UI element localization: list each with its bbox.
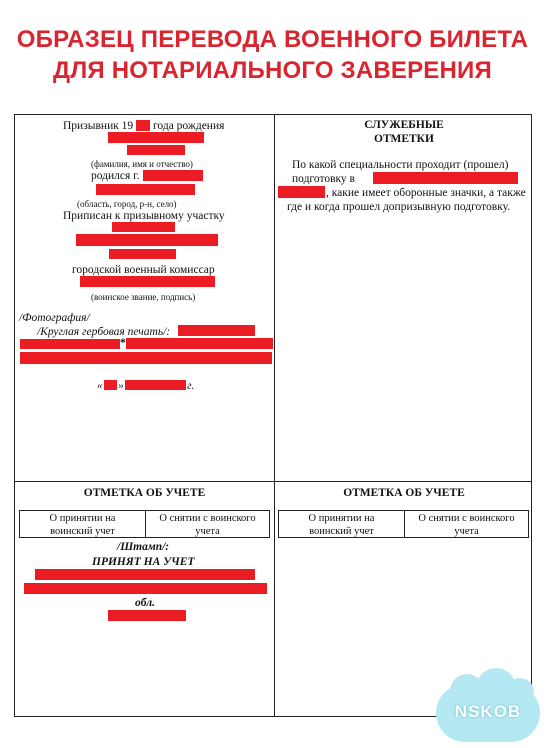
accepted-column-line-2: воинский учет xyxy=(50,526,115,537)
name-hint: (фамилия, имя и отчество) xyxy=(91,159,193,169)
redaction xyxy=(109,249,176,259)
redaction xyxy=(136,120,150,131)
removed-column-right-line-1: О снятии с воинского xyxy=(418,513,515,524)
commissar-label: городской военный комиссар xyxy=(72,264,215,276)
registration-table xyxy=(19,510,270,538)
date-close-quote: » xyxy=(118,380,124,392)
military-id-translation-form xyxy=(14,114,532,717)
redaction xyxy=(178,325,255,336)
redaction xyxy=(126,338,273,349)
watermark-text: NSKOB xyxy=(454,702,522,721)
accepted-column-right-line-1: О принятии на xyxy=(308,513,375,524)
redaction xyxy=(76,234,218,246)
birth-year-label: года рождения xyxy=(153,120,225,132)
removed-column-right-line-2: учета xyxy=(454,526,479,537)
specialty-line-3: , какие имеет оборонные значки, а также xyxy=(326,187,526,199)
registration-header-right: ОТМЕТКА ОБ УЧЕТЕ xyxy=(343,487,465,499)
registration-table-right xyxy=(278,510,529,538)
redaction xyxy=(112,222,175,232)
heading-line-2: ДЛЯ НОТАРИАЛЬНОГО ЗАВЕРЕНИЯ xyxy=(53,57,492,84)
redaction xyxy=(373,172,518,184)
removed-column-line-1: О снятии с воинского xyxy=(159,513,256,524)
specialty-line-4: где и когда прошел допризывную подготовку. xyxy=(287,201,511,213)
place-hint: (область, город, р-н, село) xyxy=(77,199,177,209)
region-suffix: обл. xyxy=(135,597,155,609)
service-notes-heading-2: ОТМЕТКИ xyxy=(374,133,434,145)
removed-column-right xyxy=(404,511,528,537)
redaction xyxy=(108,132,204,143)
photo-label: /Фотография/ xyxy=(19,312,90,324)
accepted-column-line-1: О принятии на xyxy=(49,513,116,524)
service-notes-heading-1: СЛУЖЕБНЫЕ xyxy=(364,119,444,131)
redaction xyxy=(20,339,120,349)
born-label: родился г. xyxy=(91,170,140,182)
redaction xyxy=(24,583,267,594)
registration-cell-left xyxy=(15,482,274,718)
specialty-line-1: По какой специальности проходит (прошел) xyxy=(292,159,509,171)
redaction xyxy=(125,380,186,390)
accepted-column-right xyxy=(279,511,404,537)
conscript-label: Призывник 19 xyxy=(63,120,134,132)
seal-label: /Круглая гербовая печать/: xyxy=(37,326,171,338)
removed-column xyxy=(145,511,269,537)
redaction xyxy=(108,610,186,621)
redaction xyxy=(20,352,272,364)
rank-hint: (воинское звание, подпись) xyxy=(91,292,196,302)
redaction xyxy=(80,276,215,287)
stamp-label: /Штамп/: xyxy=(117,541,170,553)
redaction xyxy=(127,145,185,155)
redaction xyxy=(104,380,117,390)
page-heading xyxy=(0,24,545,86)
seal-star: * xyxy=(120,337,126,349)
specialty-line-2: подготовку в xyxy=(292,173,355,185)
date-year-suffix: г. xyxy=(187,380,195,392)
personal-data-cell xyxy=(15,115,274,481)
accepted-label: ПРИНЯТ НА УЧЕТ xyxy=(92,556,195,568)
date-open-quote: « xyxy=(97,380,103,392)
redaction xyxy=(96,184,195,195)
redaction xyxy=(278,186,325,198)
heading-line-1: ОБРАЗЕЦ ПЕРЕВОДА ВОЕННОГО БИЛЕТА xyxy=(16,26,529,53)
registration-header: ОТМЕТКА ОБ УЧЕТЕ xyxy=(83,487,206,499)
assigned-label: Приписан к призывному участку xyxy=(63,210,225,222)
redaction xyxy=(35,569,255,580)
accepted-column-right-line-2: воинский учет xyxy=(309,526,374,537)
service-notes-cell xyxy=(275,115,533,481)
removed-column-line-2: учета xyxy=(195,526,220,537)
accepted-column xyxy=(20,511,145,537)
nskob-cloud-logo xyxy=(436,684,540,742)
redaction xyxy=(143,170,203,181)
